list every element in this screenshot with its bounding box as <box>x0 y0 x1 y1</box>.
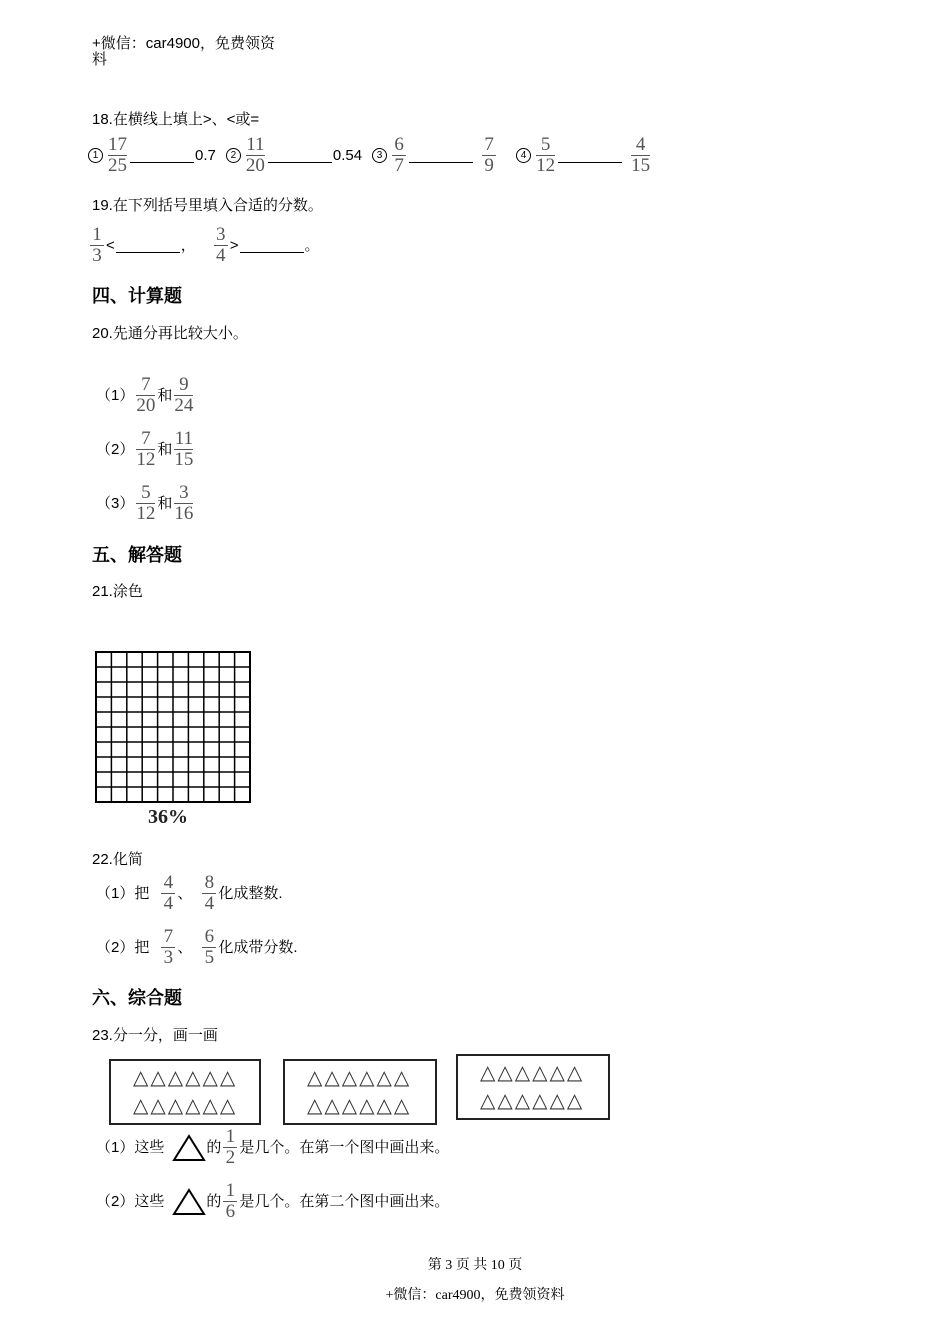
q19-frac-a: $\frac{1}{3}$ <box>90 226 104 265</box>
q20-and-2: 和 <box>157 440 173 458</box>
q20-frac-1b: $\frac{9}{24}$ <box>174 374 194 416</box>
q19-blank-a[interactable] <box>116 238 180 253</box>
q20-label-2: （2） <box>96 440 135 458</box>
q23-box-1-row-2: △△△△△△ <box>133 1095 238 1117</box>
q23-box-2-row-1: △△△△△△ <box>307 1067 412 1089</box>
q20-frac-3b: $\frac{3}{16}$ <box>174 482 194 524</box>
q18-frac-4b: $\frac{4}{15}$ <box>631 134 651 176</box>
q23-tail-1: 是几个。在第一个图中画出来。 <box>239 1138 450 1156</box>
q23-of-1: 的 <box>206 1138 222 1156</box>
q18-value-2: 0.54 <box>332 146 363 164</box>
q23-box-3-row-1: △△△△△△ <box>480 1062 585 1084</box>
q18-frac-1: $\frac{17}{25}$ <box>108 134 127 176</box>
q20-item-1 <box>96 376 195 415</box>
q20-title: 20.先通分再比较大小。 <box>92 325 248 342</box>
q18-value-1: 0.7 <box>195 146 216 164</box>
q23-label-1: （1）这些 <box>96 1138 165 1156</box>
q21-grid[interactable] <box>94 650 254 805</box>
q22-label-2: （2）把 <box>96 938 150 956</box>
q23-box-2[interactable] <box>283 1059 437 1125</box>
q23-title: 23.分一分，画一画 <box>92 1027 218 1044</box>
section6-title: 六、综合题 <box>92 988 182 1008</box>
q23-frac-1: $\frac{1}{2}$ <box>223 1128 237 1167</box>
q22-tail-2: 化成带分数. <box>218 938 298 956</box>
q20-label-1: （1） <box>96 386 135 404</box>
footer-page-number: 第 3 页 共 10 页 <box>427 1258 523 1273</box>
q22-frac-2b: $\frac{6}{5}$ <box>202 928 216 967</box>
q23-item-1 <box>96 1128 449 1167</box>
q18-frac-2: $\frac{11}{20}$ <box>245 134 265 176</box>
section5-title: 五、解答题 <box>92 545 182 565</box>
q22-frac-2a: $\frac{7}{3}$ <box>161 928 175 967</box>
q20-frac-1a: $\frac{7}{20}$ <box>136 374 156 416</box>
q20-item-2 <box>96 430 195 469</box>
q18-frac-3a: $\frac{6}{7}$ <box>392 136 406 175</box>
q22-sep-2: 、 <box>177 938 193 956</box>
q18-frac-4a: $\frac{5}{12}$ <box>536 134 556 176</box>
q19-frac-b: $\frac{3}{4}$ <box>214 226 228 265</box>
q20-frac-2a: $\frac{7}{12}$ <box>136 428 156 470</box>
q22-tail-1: 化成整数. <box>218 884 283 902</box>
q20-frac-2b: $\frac{11}{15}$ <box>174 428 194 470</box>
q18-mark-1: 1 <box>88 148 103 163</box>
q18-mark-4: 4 <box>516 148 531 163</box>
q23-label-2: （2）这些 <box>96 1192 165 1210</box>
section4-title: 四、计算题 <box>92 286 182 306</box>
q22-title: 22.化简 <box>92 851 143 868</box>
q20-and-1: 和 <box>157 386 173 404</box>
q22-frac-1b: $\frac{8}{4}$ <box>202 874 216 913</box>
q18-title: 18.在横线上填上>、<或= <box>92 111 260 128</box>
triangle-icon <box>172 1187 206 1217</box>
q23-of-2: 的 <box>206 1192 222 1210</box>
q18-blank-1[interactable] <box>130 148 194 163</box>
q23-tail-2: 是几个。在第二个图中画出来。 <box>239 1192 450 1210</box>
q23-box-1-row-1: △△△△△△ <box>133 1067 238 1089</box>
q19-title: 19.在下列括号里填入合适的分数。 <box>92 197 323 214</box>
q21-title: 21.涂色 <box>92 583 143 600</box>
q20-frac-3a: $\frac{5}{12}$ <box>136 482 156 524</box>
q20-label-3: （3） <box>96 494 135 512</box>
q19-comma: ， <box>180 236 196 254</box>
header-wechat-line2: 料 <box>92 51 108 68</box>
q18-items <box>88 136 652 175</box>
q23-box-3-row-2: △△△△△△ <box>480 1090 585 1112</box>
q19-sign-b: > <box>229 236 239 254</box>
triangle-icon <box>172 1133 206 1163</box>
q19-end: 。 <box>304 236 320 254</box>
q23-box-1[interactable] <box>109 1059 261 1125</box>
header-wechat-line1: +微信：car4900，免费领资 <box>92 35 275 52</box>
q18-mark-3: 3 <box>372 148 387 163</box>
footer-wechat: +微信：car4900，免费领资料 <box>385 1288 565 1303</box>
q18-blank-4[interactable] <box>558 148 622 163</box>
q22-sep-1: 、 <box>177 884 193 902</box>
q21-percent: 36% <box>148 806 188 828</box>
q20-and-3: 和 <box>157 494 173 512</box>
q18-blank-3[interactable] <box>409 148 473 163</box>
q22-item-1 <box>96 874 283 913</box>
q22-frac-1a: $\frac{4}{4}$ <box>161 874 175 913</box>
q20-item-3 <box>96 484 195 523</box>
q23-frac-2: $\frac{1}{6}$ <box>223 1182 237 1221</box>
q23-box-3[interactable] <box>456 1054 610 1120</box>
q23-box-2-row-2: △△△△△△ <box>307 1095 412 1117</box>
q19-blank-b[interactable] <box>240 238 304 253</box>
q18-frac-3b: $\frac{7}{9}$ <box>482 136 496 175</box>
q18-blank-2[interactable] <box>268 148 332 163</box>
q22-label-1: （1）把 <box>96 884 150 902</box>
q22-item-2 <box>96 928 298 967</box>
q18-mark-2: 2 <box>226 148 241 163</box>
q19-sign-a: < <box>106 236 115 254</box>
q23-item-2 <box>96 1182 449 1221</box>
q19-line <box>88 226 320 265</box>
